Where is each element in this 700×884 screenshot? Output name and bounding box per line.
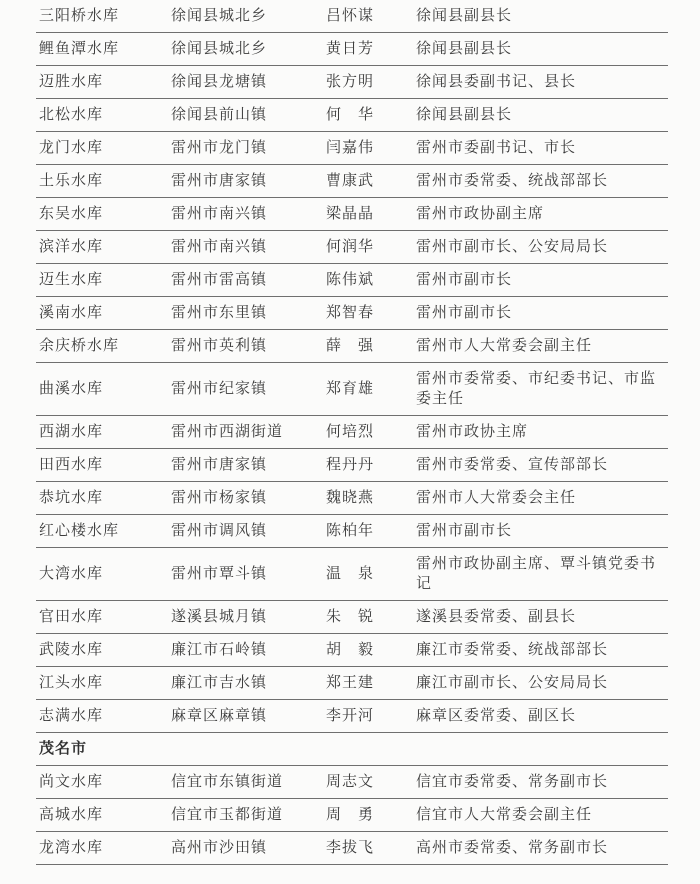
table-row (36, 297, 668, 330)
table-row (36, 33, 668, 66)
reservoir-name-cell: 武陵水库 (39, 642, 104, 658)
person-name-cell: 郑智春 (326, 305, 375, 321)
table-row (36, 766, 668, 799)
township-cell: 雷州市唐家镇 (171, 173, 268, 189)
reservoir-name-cell: 东吴水库 (39, 206, 104, 222)
table-row (36, 700, 668, 733)
reservoir-name-cell: 尚文水库 (39, 774, 104, 790)
person-name-cell: 黄日芳 (326, 41, 375, 57)
table-row (36, 601, 668, 634)
person-name-cell: 程丹丹 (326, 457, 375, 473)
township-cell: 徐闻县龙塘镇 (171, 74, 268, 90)
person-name-cell: 朱 锐 (326, 609, 375, 625)
table-row (36, 198, 668, 231)
table-row (36, 264, 668, 297)
township-cell: 雷州市杨家镇 (171, 490, 268, 506)
position-cell: 麻章区委常委、副区长 (416, 708, 577, 724)
reservoir-name-cell: 龙门水库 (39, 140, 104, 156)
reservoir-name-cell: 北松水库 (39, 107, 104, 123)
reservoir-name-cell: 鲤鱼潭水库 (39, 41, 120, 57)
township-cell: 雷州市覃斗镇 (171, 566, 268, 582)
section-header-label: 茂名市 (39, 741, 88, 757)
person-name-cell: 周志文 (326, 774, 375, 790)
position-cell: 高州市委常委、常务副市长 (416, 840, 609, 856)
reservoir-name-cell: 志满水库 (39, 708, 104, 724)
position-cell: 雷州市委常委、统战部部长 (416, 173, 609, 189)
position-cell: 徐闻县副县长 (416, 41, 513, 57)
reservoir-name-cell: 曲溪水库 (39, 381, 104, 397)
reservoir-name-cell: 余庆桥水库 (39, 338, 120, 354)
position-cell: 雷州市政协副主席 (416, 206, 545, 222)
person-name-cell: 周 勇 (326, 807, 375, 823)
reservoir-name-cell: 官田水库 (39, 609, 104, 625)
reservoir-name-cell: 迈胜水库 (39, 74, 104, 90)
reservoir-name-cell: 龙湾水库 (39, 840, 104, 856)
township-cell: 徐闻县城北乡 (171, 41, 268, 57)
reservoir-name-cell: 高城水库 (39, 807, 104, 823)
reservoir-name-cell: 红心楼水库 (39, 523, 120, 539)
township-cell: 雷州市纪家镇 (171, 381, 268, 397)
person-name-cell: 陈柏年 (326, 523, 375, 539)
township-cell: 雷州市调风镇 (171, 523, 268, 539)
township-cell: 遂溪县城月镇 (171, 609, 268, 625)
person-name-cell: 曹康武 (326, 173, 375, 189)
township-cell: 雷州市西湖街道 (171, 424, 284, 440)
table-row (36, 231, 668, 264)
township-cell: 雷州市南兴镇 (171, 206, 268, 222)
reservoir-name-cell: 大湾水库 (39, 566, 104, 582)
reservoir-table (36, 0, 668, 865)
position-cell: 雷州市副市长 (416, 305, 513, 321)
township-cell: 高州市沙田镇 (171, 840, 268, 856)
township-cell: 信宜市玉都街道 (171, 807, 284, 823)
township-cell: 信宜市东镇街道 (171, 774, 284, 790)
table-row (36, 449, 668, 482)
table-row (36, 0, 668, 33)
position-cell: 信宜市人大常委会副主任 (416, 807, 593, 823)
person-name-cell: 吕怀谋 (326, 8, 375, 24)
position-cell: 雷州市委常委、市纪委书记、市监委主任 (416, 371, 657, 407)
township-cell: 雷州市南兴镇 (171, 239, 268, 255)
person-name-cell: 魏晓燕 (326, 490, 375, 506)
position-cell: 雷州市副市长、公安局局长 (416, 239, 609, 255)
person-name-cell: 薛 强 (326, 338, 375, 354)
reservoir-name-cell: 滨洋水库 (39, 239, 104, 255)
person-name-cell: 胡 毅 (326, 642, 375, 658)
person-name-cell: 何 华 (326, 107, 375, 123)
reservoir-name-cell: 江头水库 (39, 675, 104, 691)
township-cell: 雷州市英利镇 (171, 338, 268, 354)
township-cell: 雷州市东里镇 (171, 305, 268, 321)
person-name-cell: 李拔飞 (326, 840, 375, 856)
reservoir-name-cell: 土乐水库 (39, 173, 104, 189)
position-cell: 徐闻县副县长 (416, 107, 513, 123)
person-name-cell: 李开河 (326, 708, 375, 724)
reservoir-name-cell: 恭坑水库 (39, 490, 104, 506)
person-name-cell: 闫嘉伟 (326, 140, 375, 156)
table-row (36, 66, 668, 99)
person-name-cell: 陈伟斌 (326, 272, 375, 288)
table-row (36, 667, 668, 700)
table-row (36, 99, 668, 132)
position-cell: 雷州市副市长 (416, 272, 513, 288)
table-row (36, 416, 668, 449)
township-cell: 徐闻县前山镇 (171, 107, 268, 123)
position-cell: 徐闻县委副书记、县长 (416, 74, 577, 90)
table-row (36, 515, 668, 548)
table-row (36, 482, 668, 515)
township-cell: 雷州市龙门镇 (171, 140, 268, 156)
position-cell: 廉江市委常委、统战部部长 (416, 642, 609, 658)
person-name-cell: 郑王建 (326, 675, 375, 691)
position-cell: 雷州市委常委、宣传部部长 (416, 457, 609, 473)
position-cell: 雷州市委副书记、市长 (416, 140, 577, 156)
table-row (36, 165, 668, 198)
section-header-row (36, 733, 668, 766)
table-row (36, 799, 668, 832)
person-name-cell: 何润华 (326, 239, 375, 255)
position-cell: 雷州市副市长 (416, 523, 513, 539)
person-name-cell: 温 泉 (326, 566, 375, 582)
township-cell: 雷州市唐家镇 (171, 457, 268, 473)
reservoir-name-cell: 西湖水库 (39, 424, 104, 440)
table-row (36, 132, 668, 165)
reservoir-name-cell: 溪南水库 (39, 305, 104, 321)
township-cell: 廉江市石岭镇 (171, 642, 268, 658)
table-row (36, 548, 668, 601)
reservoir-name-cell: 三阳桥水库 (39, 8, 120, 24)
position-cell: 雷州市政协副主席、覃斗镇党委书记 (416, 556, 657, 592)
township-cell: 麻章区麻章镇 (171, 708, 268, 724)
township-cell: 徐闻县城北乡 (171, 8, 268, 24)
position-cell: 信宜市委常委、常务副市长 (416, 774, 609, 790)
reservoir-name-cell: 田西水库 (39, 457, 104, 473)
position-cell: 雷州市人大常委会副主任 (416, 338, 593, 354)
township-cell: 廉江市吉水镇 (171, 675, 268, 691)
table-row (36, 634, 668, 667)
person-name-cell: 张方明 (326, 74, 375, 90)
position-cell: 徐闻县副县长 (416, 8, 513, 24)
reservoir-name-cell: 迈生水库 (39, 272, 104, 288)
table-row (36, 363, 668, 416)
person-name-cell: 梁晶晶 (326, 206, 375, 222)
table-row (36, 330, 668, 363)
township-cell: 雷州市雷高镇 (171, 272, 268, 288)
position-cell: 遂溪县委常委、副县长 (416, 609, 577, 625)
person-name-cell: 何培烈 (326, 424, 375, 440)
table-row (36, 832, 668, 865)
position-cell: 雷州市人大常委会主任 (416, 490, 577, 506)
position-cell: 廉江市副市长、公安局局长 (416, 675, 609, 691)
position-cell: 雷州市政协主席 (416, 424, 529, 440)
person-name-cell: 郑育雄 (326, 381, 375, 397)
